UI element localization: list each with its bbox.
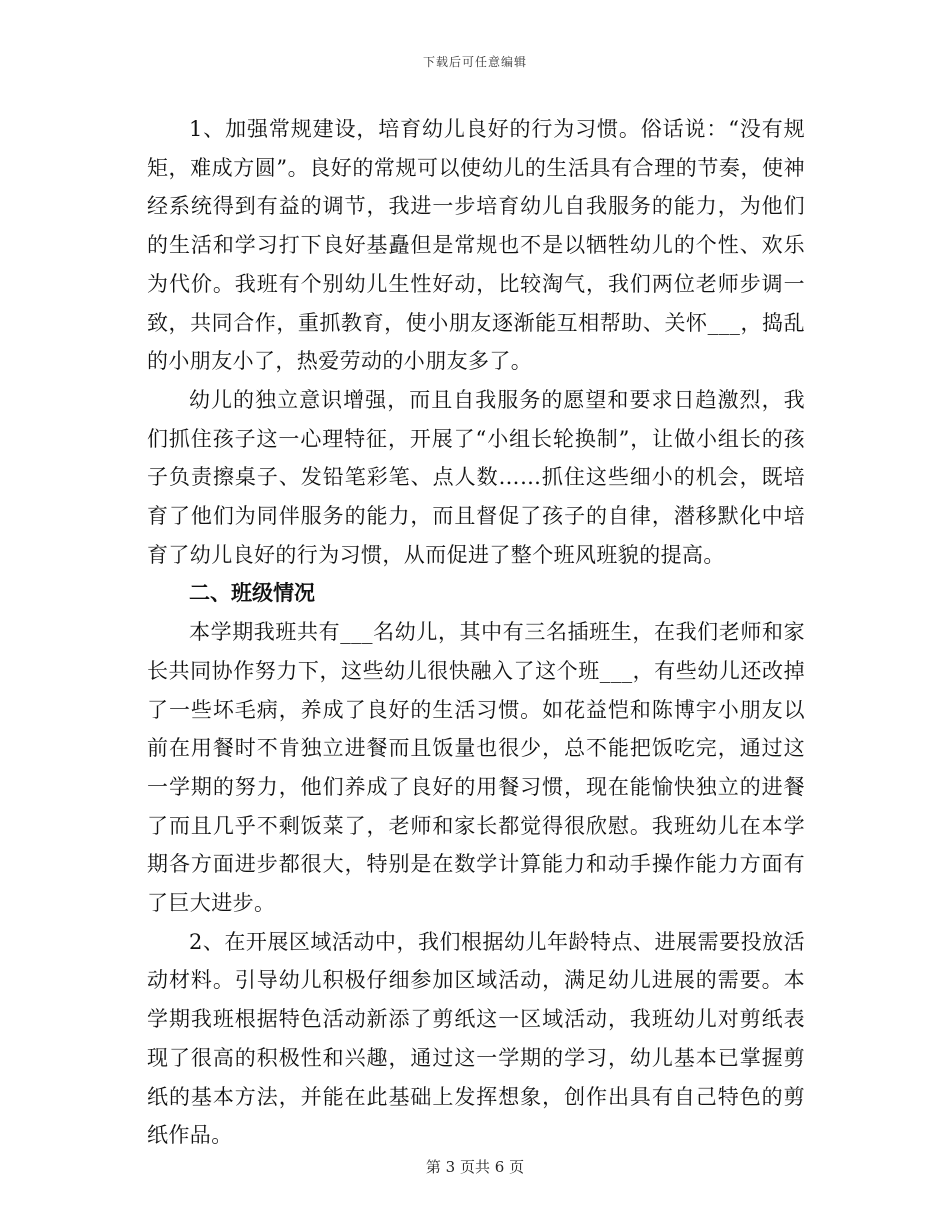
- page-number: 第 3 页共 6 页: [425, 1158, 525, 1176]
- paragraph-independence: 幼儿的独立意识增强，而且自我服务的愿望和要求日趋激烈，我们抓住孩子这一心理特征，开展了“小组长轮换制”，让做小组长的孩子负责擦桌子、发铅笔彩笔、点人数……抓住这些细小的机会，既培育了他们为同伴服务的能力，而且督促了孩子的自律，潜移默化中培育了幼儿良好的行为习惯，从而促进了整个班风班貌的提高。: [147, 387, 805, 567]
- document-body: [147, 110, 805, 1155]
- paragraph-routine-building: 1、加强常规建设，培育幼儿良好的行为习惯。俗话说：“没有规矩，难成方圆”。良好的常规可以使幼儿的生活具有合理的节奏，使神经系统得到有益的调节，我进一步培育幼儿自我服务的能力，为他们的生活和学习打下良好基矗但是常规也不是以牺牲幼儿的个性、欢乐为代价。我班有个别幼儿生性好动，比较淘气，我们两位老师步调一致，共同合作，重抓教育，使小朋友逐渐能互相帮助、关怀___，捣乱的小朋友小了，热爱劳动的小朋友多了。: [147, 117, 805, 374]
- paragraph-area-activities: 2、在开展区域活动中，我们根据幼儿年龄特点、进展需要投放活动材料。引导幼儿积极仔细参加区域活动，满足幼儿进展的需要。本学期我班根据特色活动新添了剪纸这一区域活动，我班幼儿对剪纸表现了很高的积极性和兴趣，通过这一学期的学习，幼儿基本已掌握剪纸的基本方法，并能在此基础上发挥想象，创作出具有自己特色的剪纸作品。: [147, 929, 805, 1148]
- section-heading-class-situation: 二、班级情况: [189, 581, 315, 606]
- paragraph-class-situation: 本学期我班共有___名幼儿，其中有三名插班生，在我们老师和家长共同协作努力下，这些幼儿很快融入了这个班___，有些幼儿还改掉了一些坏毛病，养成了良好的生活习惯。如花益恺和陈博宇小朋友以前在用餐时不肯独立进餐而且饭量也很少，总不能把饭吃完，通过这一学期的努力，他们养成了良好的用餐习惯，现在能愉快独立的进餐了而且几乎不剩饭菜了，老师和家长都觉得很欣慰。我班幼儿在本学期各方面进步都很大，特别是在数学计算能力和动手操作能力方面有了巨大进步。: [147, 620, 805, 916]
- page-header-note: 下载后可任意编辑: [422, 55, 527, 69]
